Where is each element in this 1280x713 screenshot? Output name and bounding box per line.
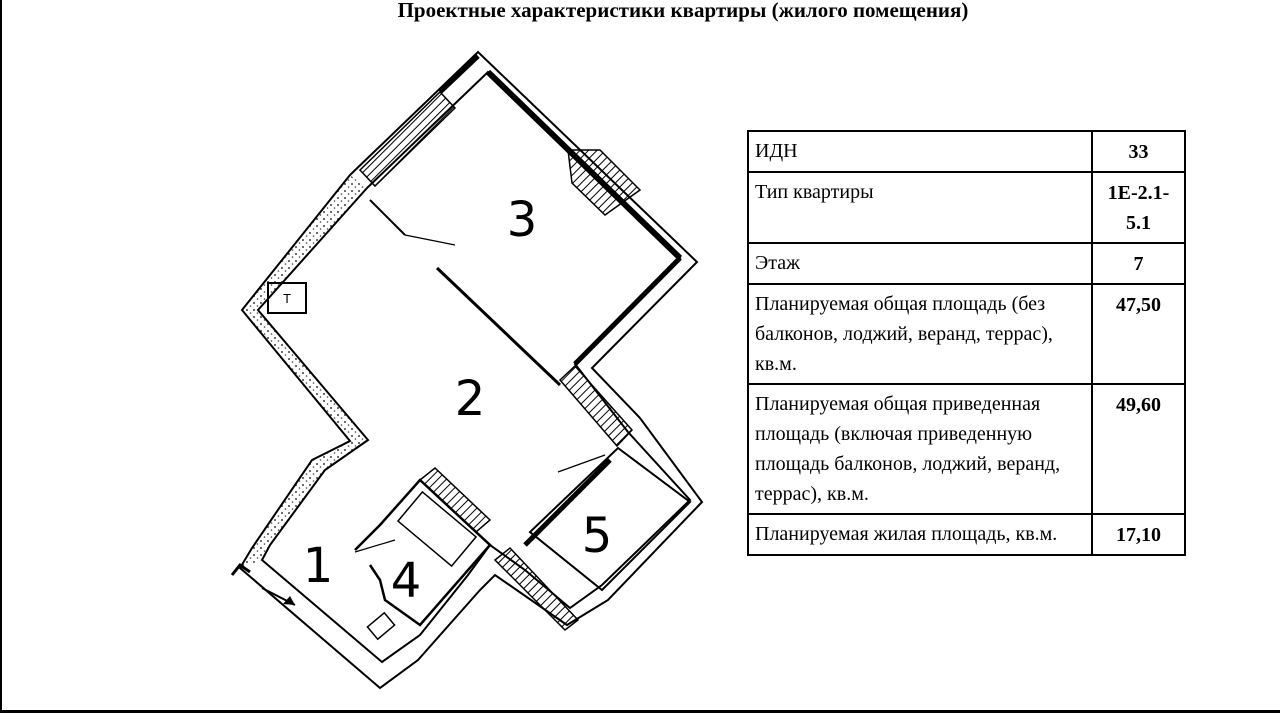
window-wall-right xyxy=(575,258,680,364)
partition-wall-2 xyxy=(370,200,405,235)
hatched-wall-top-left xyxy=(360,92,455,186)
toilet xyxy=(367,613,394,639)
row-label-reduced-area: Планируемая общая приведенная площадь (включая приведенную площадь балконов, лоджий, веранд, террас), кв.м. xyxy=(748,384,1092,514)
apartment-parameters-table xyxy=(747,130,1186,556)
table-row xyxy=(748,243,1185,284)
room-label-5: 5 xyxy=(581,508,613,564)
partition-wall-1 xyxy=(437,268,560,385)
page-title: Проектные характеристики квартиры (жилого помещения) xyxy=(397,0,969,22)
row-value-floor: 7 xyxy=(1092,243,1185,284)
row-value-living-area: 17,10 xyxy=(1092,514,1185,555)
row-label-floor: Этаж xyxy=(748,243,1092,284)
page-left-border xyxy=(0,0,2,713)
room-label-1: 1 xyxy=(302,538,334,594)
shaft-mark: Т xyxy=(283,292,291,306)
door-swing-3 xyxy=(355,540,395,552)
row-value-reduced-area: 49,60 xyxy=(1092,384,1185,514)
hatched-wall-middle xyxy=(560,366,632,446)
apartment-floor-plan xyxy=(180,40,740,700)
table-row xyxy=(748,384,1185,514)
room-label-2: 2 xyxy=(454,371,486,427)
table-row xyxy=(748,514,1185,555)
table-row xyxy=(748,131,1185,172)
room-label-4: 4 xyxy=(390,553,422,609)
row-value-idn: 33 xyxy=(1092,131,1185,172)
door-swing-1 xyxy=(405,235,455,245)
row-value-apartment-type: 1Е-2.1-5.1 xyxy=(1092,172,1185,243)
hatched-wall-bath xyxy=(420,468,490,532)
table-row xyxy=(748,284,1185,384)
row-label-apartment-type: Тип квартиры xyxy=(748,172,1092,243)
insulated-wall-left xyxy=(240,175,368,568)
table-row xyxy=(748,172,1185,243)
room-label-3: 3 xyxy=(506,192,538,248)
row-label-total-area: Планируемая общая площадь (без балконов, лоджий, веранд, террас), кв.м. xyxy=(748,284,1092,384)
row-label-idn: ИДН xyxy=(748,131,1092,172)
row-label-living-area: Планируемая жилая площадь, кв.м. xyxy=(748,514,1092,555)
row-value-total-area: 47,50 xyxy=(1092,284,1185,384)
